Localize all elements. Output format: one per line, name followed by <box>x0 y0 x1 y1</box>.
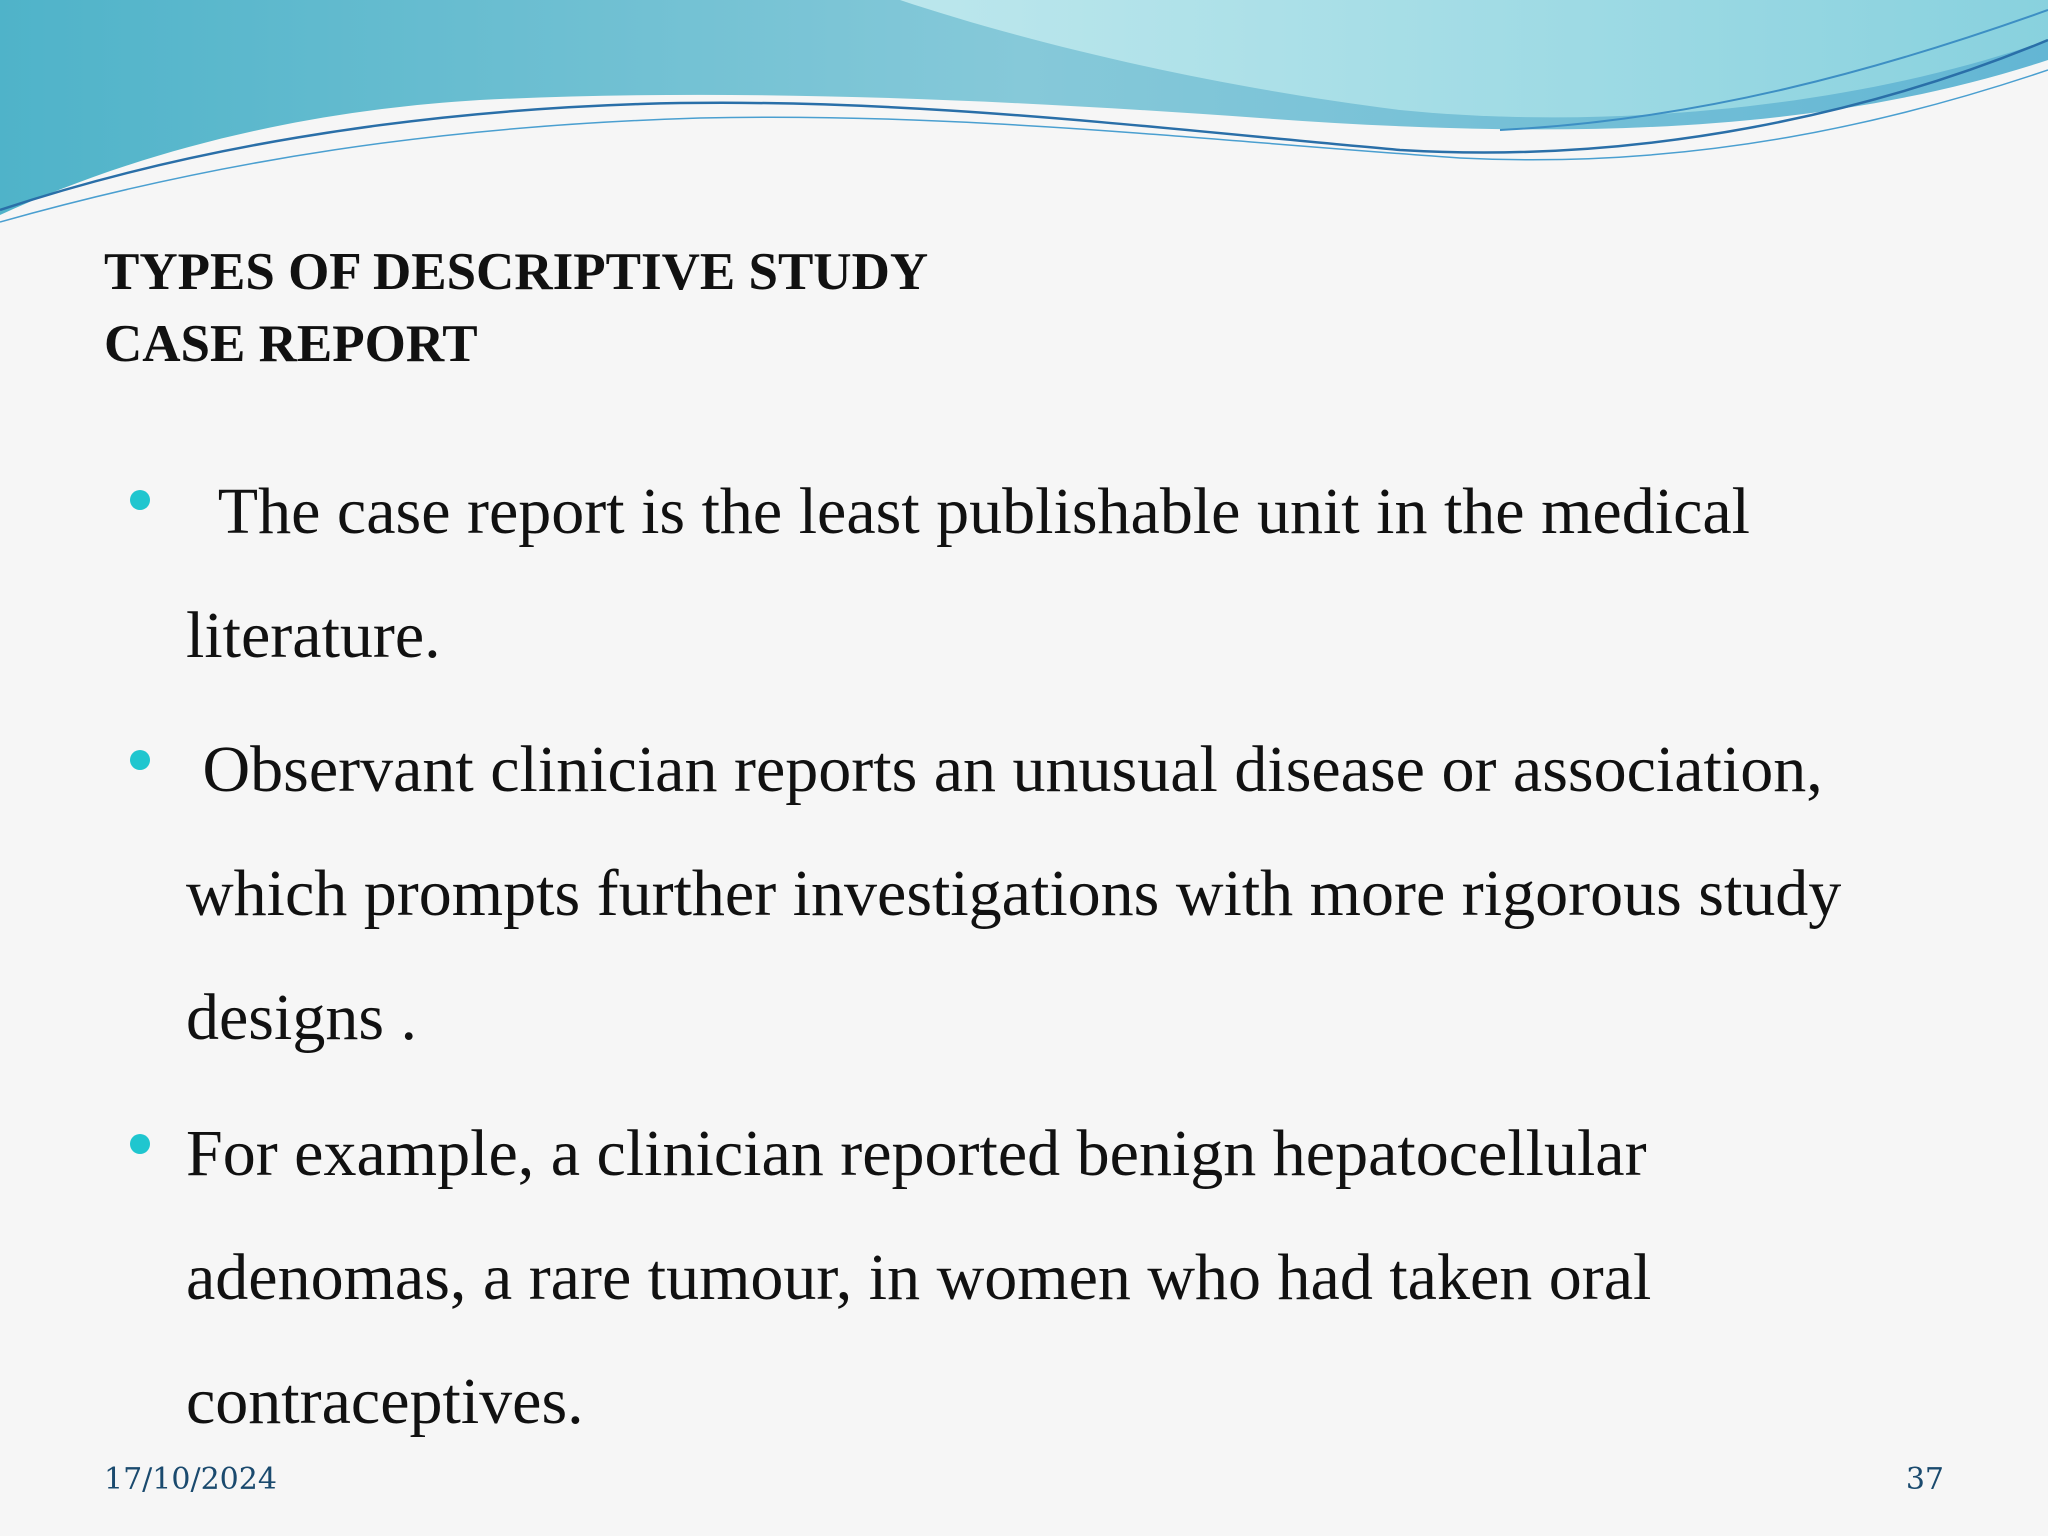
bullet-3-line-2: adenomas, a rare tumour, in women who had taken oral <box>186 1241 1652 1314</box>
title-line-1: TYPES OF DESCRIPTIVE STUDY <box>104 243 929 301</box>
bullet-icon <box>130 1134 150 1154</box>
bullet-icon <box>130 750 150 770</box>
slide-number: 37 <box>1905 1462 1944 1497</box>
bullet-2-line-2: which prompts further investigations with more rigorous study <box>186 857 1842 930</box>
bullet-3-line-3: contraceptives. <box>186 1365 584 1438</box>
footer-date: 17/10/2024 <box>104 1462 277 1497</box>
bullet-1-line-2: literature. <box>186 599 441 672</box>
bullet-3-line-1: For example, a clinician reported benign hepatocellular <box>186 1117 1647 1190</box>
bullet-icon <box>130 490 150 510</box>
title-line-2: CASE REPORT <box>104 315 478 373</box>
bullet-2-line-1: Observant clinician reports an unusual disease or association, <box>186 733 1823 806</box>
bullet-1-line-1: The case report is the least publishable unit in the medical <box>186 475 1750 548</box>
bullet-2-line-3: designs . <box>186 981 417 1054</box>
